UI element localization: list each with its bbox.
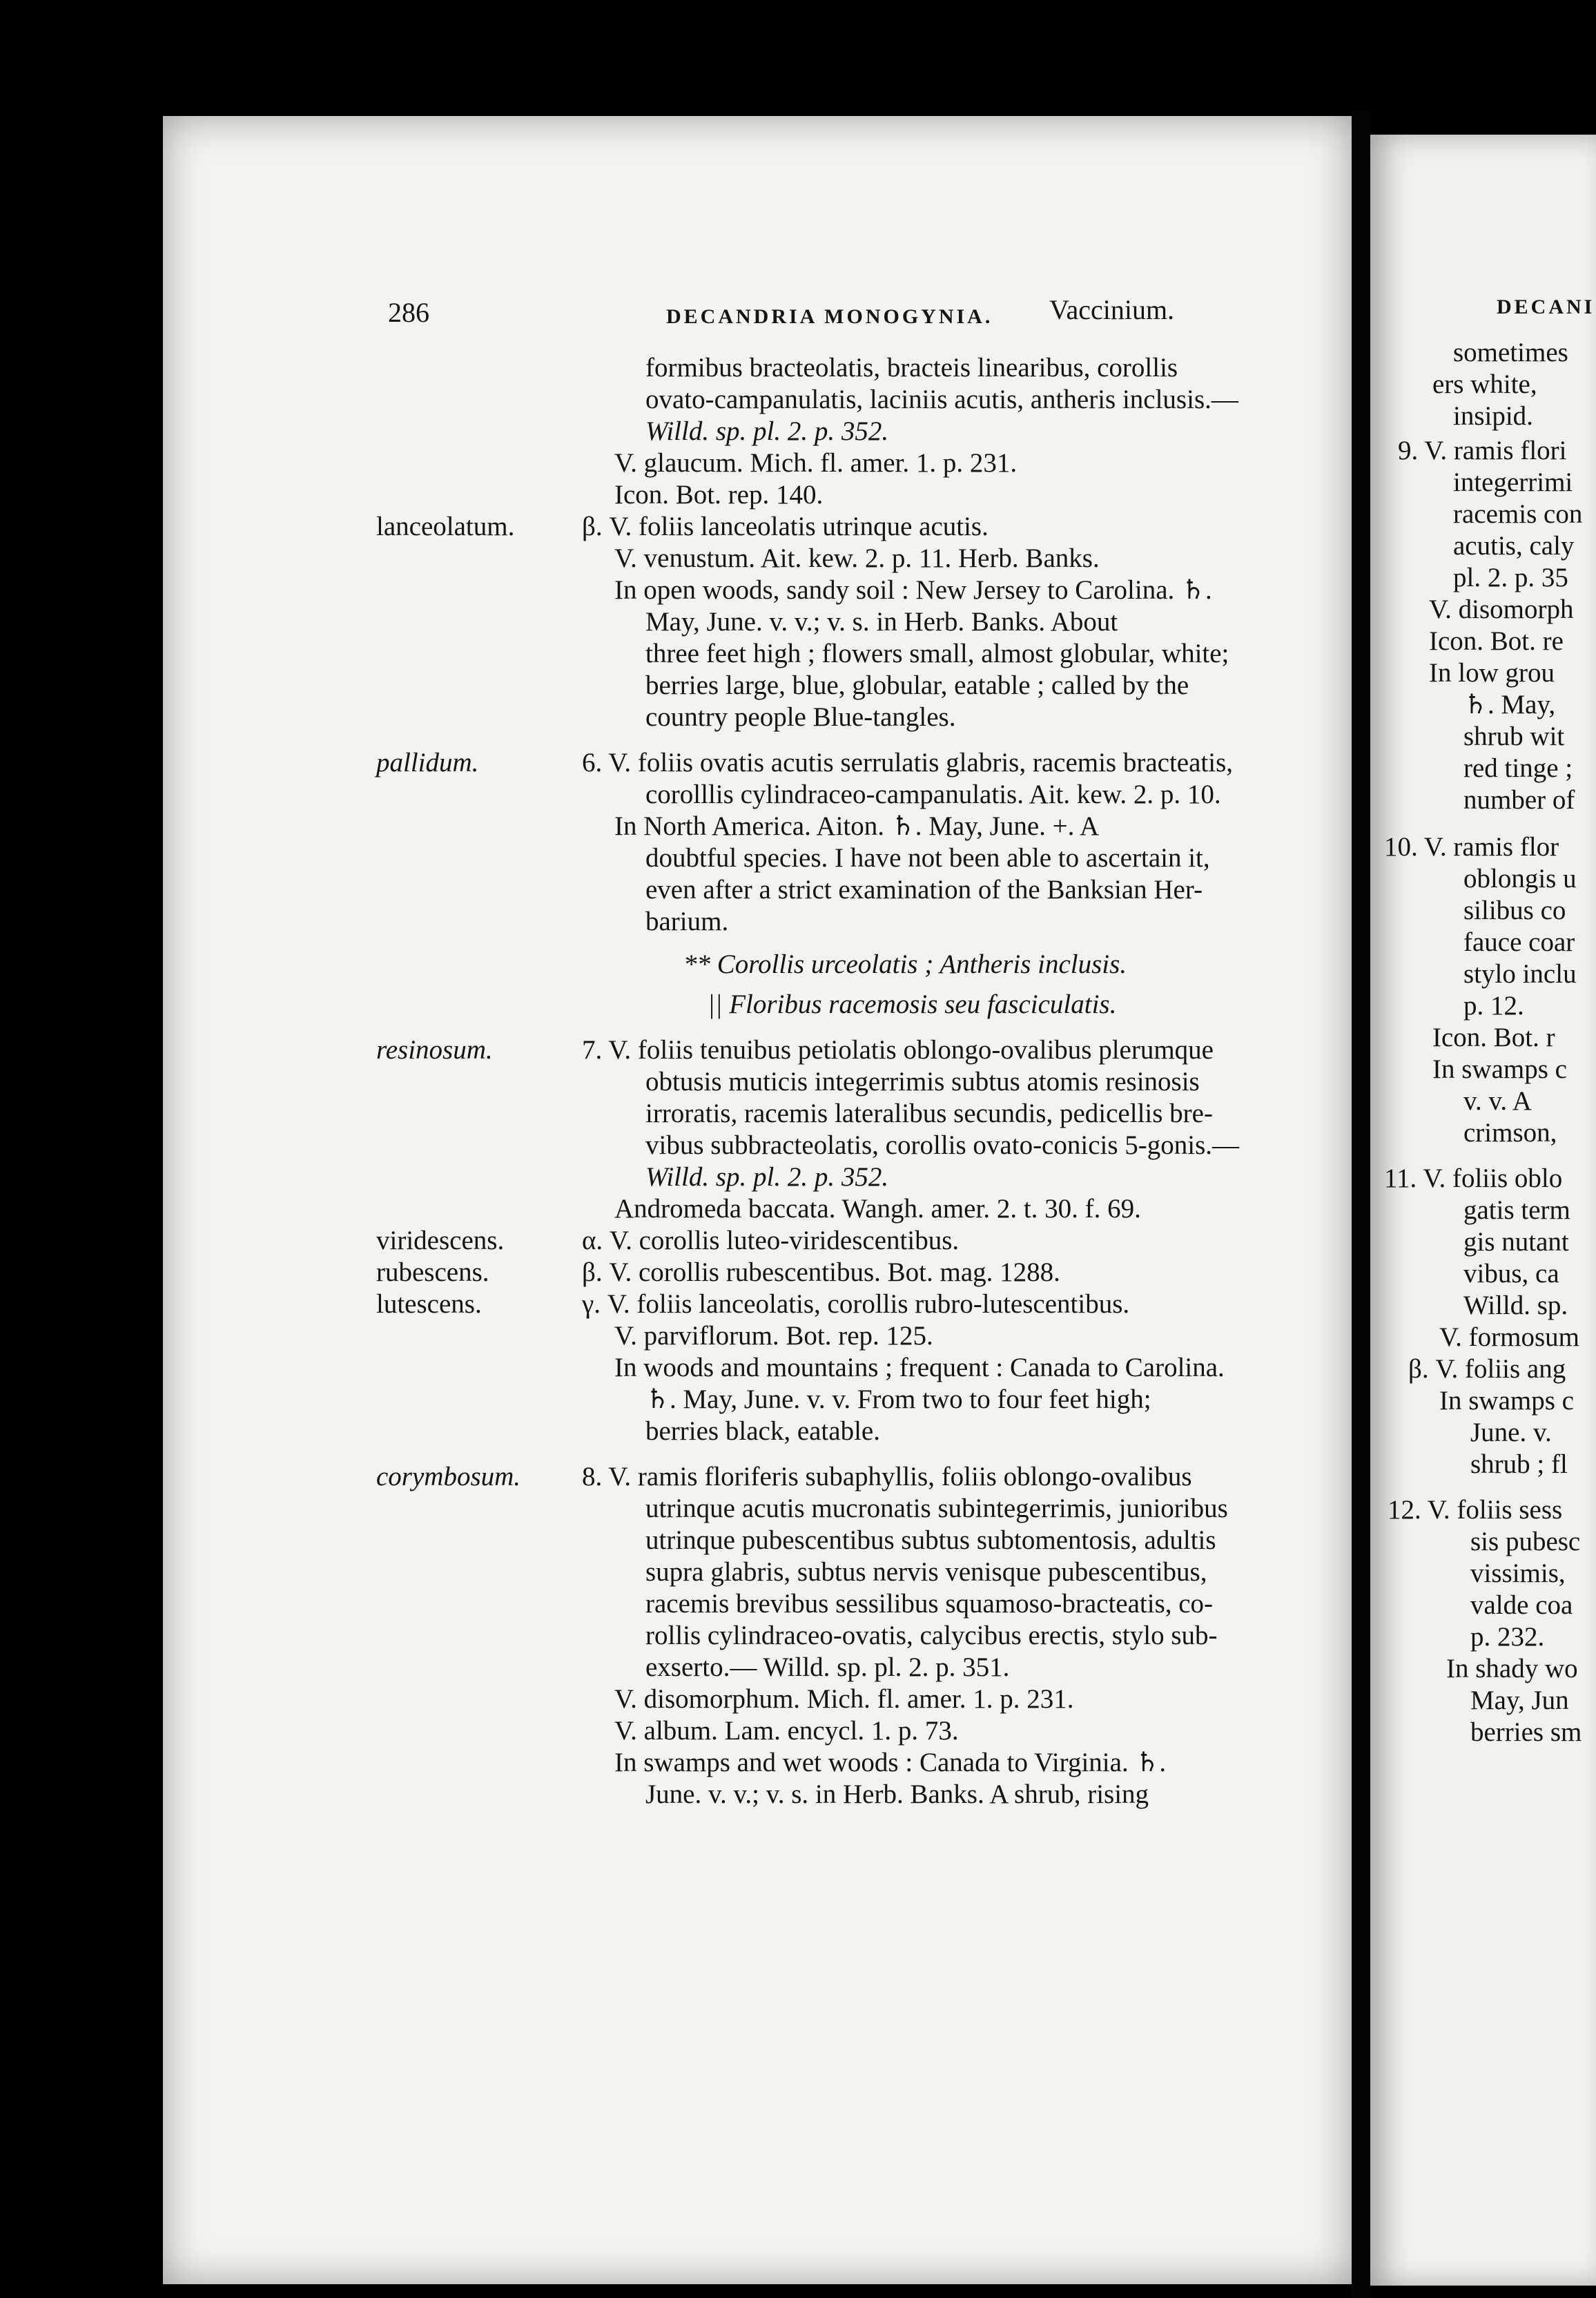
right-page-text-line: stylo inclu <box>1463 959 1577 989</box>
running-genus: Vaccinium. <box>1049 294 1175 325</box>
right-page-text-line: In low grou <box>1429 658 1555 688</box>
left-page-text-line: lutescens. <box>376 1289 482 1319</box>
right-page-text-line: pl. 2. p. 35 <box>1453 563 1568 592</box>
left-page-text-line: rubescens. <box>376 1257 489 1287</box>
left-page-text-line: vibus subbracteolatis, corollis ovato-conicis 5-gonis.— <box>645 1130 1240 1160</box>
right-page-text-line: β. V. foliis ang <box>1408 1354 1566 1384</box>
left-page-text-line: even after a strict examination of the Banksian Her- <box>645 875 1203 905</box>
right-page-text-line: In swamps c <box>1439 1386 1574 1416</box>
left-page-text-line: In open woods, sandy soil : New Jersey to Carolina. ♄. <box>614 575 1212 605</box>
left-page-text-line: viridescens. <box>376 1226 505 1255</box>
left-page-text-line: V. disomorphum. Mich. fl. amer. 1. p. 231. <box>614 1684 1074 1714</box>
left-page-text-line: α. V. corollis luteo-viridescentibus. <box>582 1226 960 1255</box>
left-page-text-line: || Floribus racemosis seu fasciculatis. <box>708 989 1117 1019</box>
left-page-text-line: May, June. v. v.; v. s. in Herb. Banks. About <box>645 607 1118 637</box>
right-page-text-line: ♄. May, <box>1463 690 1556 720</box>
left-page-text-line: β. V. foliis lanceolatis utrinque acutis. <box>582 512 989 541</box>
right-page-text-line: vissimis, <box>1470 1558 1566 1588</box>
left-page-text-line: racemis brevibus sessilibus squamoso-bracteatis, co- <box>645 1589 1214 1619</box>
left-page-text-line: ovato-campanulatis, laciniis acutis, antheris inclusis.— <box>645 385 1238 414</box>
left-page-text-line: pallidum. <box>376 748 479 778</box>
left-page-text-line: obtusis muticis integerrimis subtus atomis resinosis <box>645 1067 1200 1097</box>
left-page-text-line: resinosum. <box>376 1035 493 1065</box>
right-page-text-line: In swamps c <box>1432 1054 1567 1084</box>
right-page-text-line: red tinge ; <box>1463 753 1573 783</box>
left-page-text-line: rollis cylindraceo-ovatis, calycibus erectis, stylo sub- <box>645 1621 1218 1650</box>
right-page-text-line: berries sm <box>1470 1717 1582 1747</box>
right-page-text-line: Willd. sp. <box>1463 1291 1568 1320</box>
running-title: DECANDRIA MONOGYNIA. <box>666 305 993 328</box>
left-page-text-line: lanceolatum. <box>376 512 515 541</box>
left-page-text-line: Willd. sp. pl. 2. p. 352. <box>645 416 889 446</box>
left-page-text-line: supra glabris, subtus nervis venisque pubescentibus, <box>645 1557 1207 1587</box>
right-page-text-line: V. disomorph <box>1429 595 1574 624</box>
right-page-text-line: crimson, <box>1463 1118 1557 1148</box>
right-page-text-line: gatis term <box>1463 1195 1570 1225</box>
right-page-text-line: integerrimi <box>1453 467 1573 497</box>
page-number: 286 <box>388 297 429 328</box>
right-page-text-line: June. v. <box>1470 1418 1552 1447</box>
right-page-text-line: racemis con <box>1453 499 1583 529</box>
right-page-text-line: acutis, caly <box>1453 531 1575 561</box>
left-page-text-line: V. glaucum. Mich. fl. amer. 1. p. 231. <box>614 448 1018 478</box>
right-page-text-line: 10. V. ramis flor <box>1384 832 1559 862</box>
left-page-text-line: utrinque acutis mucronatis subintegerrimis, junioribus <box>645 1494 1228 1523</box>
right-page-text-line: shrub wit <box>1463 722 1565 751</box>
left-page-text-line: 8. V. ramis floriferis subaphyllis, foliis oblongo-ovalibus <box>582 1462 1192 1491</box>
right-page-text-line: In shady wo <box>1446 1654 1578 1683</box>
right-page-text-line: V. formosum <box>1439 1322 1579 1352</box>
left-page-text-line: In swamps and wet woods : Canada to Virginia. ♄. <box>614 1748 1167 1777</box>
right-page-text-line: silibus co <box>1463 896 1566 925</box>
left-page-text-line: three feet high ; flowers small, almost globular, white; <box>645 639 1229 668</box>
left-page-text-line: β. V. corollis rubescentibus. Bot. mag. 1288. <box>582 1257 1060 1287</box>
right-page-text-line: p. 232. <box>1470 1622 1545 1652</box>
right-page-text-line: v. v. A <box>1463 1086 1532 1116</box>
right-page-text-line: sometimes <box>1453 338 1568 367</box>
left-page-text-line: utrinque pubescentibus subtus subtomentosis, adultis <box>645 1525 1216 1555</box>
left-page-text-line: γ. V. foliis lanceolatis, corollis rubro-lutescentibus. <box>582 1289 1130 1319</box>
left-page-text-line: Willd. sp. pl. 2. p. 352. <box>645 1162 889 1192</box>
left-page-text-line: In North America. Aiton. ♄. May, June. +. A <box>614 811 1100 841</box>
right-page-text-line: Icon. Bot. r <box>1432 1023 1555 1052</box>
right-page-text-line: valde coa <box>1470 1590 1573 1620</box>
right-page-text-line: insipid. <box>1453 401 1533 431</box>
page-gutter <box>1352 110 1370 2298</box>
left-page-text-line: country people Blue-tangles. <box>645 702 956 732</box>
left-page-text-line: 6. V. foliis ovatis acutis serrulatis glabris, racemis bracteatis, <box>582 748 1234 778</box>
right-page-running-title: DECANI <box>1497 296 1595 318</box>
left-page-text-line: formibus bracteolatis, bracteis linearibus, corollis <box>645 353 1178 383</box>
right-page-text-line: shrub ; fl <box>1470 1449 1568 1479</box>
right-page-text-line: Icon. Bot. re <box>1429 626 1564 656</box>
left-page-text-line: ♄. May, June. v. v. From two to four feet high; <box>645 1384 1151 1414</box>
left-page-text-line: corymbosum. <box>376 1462 521 1491</box>
right-page-text-line: number of <box>1463 785 1575 815</box>
left-page-text-line: exserto.— Willd. sp. pl. 2. p. 351. <box>645 1652 1010 1682</box>
right-page-text-line: May, Jun <box>1470 1686 1569 1715</box>
left-page-text-line: In woods and mountains ; frequent : Canada to Carolina. <box>614 1353 1225 1382</box>
left-page-text-line: irroratis, racemis lateralibus secundis, pedicellis bre- <box>645 1099 1213 1128</box>
left-page-text-line: berries black, eatable. <box>645 1416 880 1446</box>
right-page-text-line: 11. V. foliis oblo <box>1384 1164 1563 1193</box>
right-page-text-line: fauce coar <box>1463 927 1575 957</box>
left-page-text-line: V. venustum. Ait. kew. 2. p. 11. Herb. Banks. <box>614 543 1100 573</box>
right-page-text-line: gis nutant <box>1463 1227 1569 1257</box>
left-page-text-line: V. album. Lam. encycl. 1. p. 73. <box>614 1716 959 1746</box>
left-page-text-line: corolllis cylindraceo-campanulatis. Ait. kew. 2. p. 10. <box>645 780 1221 809</box>
right-page-text-line: oblongis u <box>1463 864 1577 894</box>
right-page-text-line: ers white, <box>1432 369 1537 399</box>
right-page-text-line: vibus, ca <box>1463 1259 1559 1288</box>
left-page-text-line: barium. <box>645 907 729 936</box>
left-page-text-line: June. v. v.; v. s. in Herb. Banks. A shrub, rising <box>645 1779 1149 1809</box>
right-page-text-line: sis pubesc <box>1470 1527 1581 1556</box>
right-page-text-line: 12. V. foliis sess <box>1388 1495 1563 1525</box>
left-page-text-line: Icon. Bot. rep. 140. <box>614 480 824 510</box>
left-page-text-line: ** Corollis urceolatis ; Antheris inclusis. <box>683 949 1127 979</box>
left-page-text-line: Andromeda baccata. Wangh. amer. 2. t. 30. f. 69. <box>614 1194 1141 1224</box>
left-page-text-line: V. parviflorum. Bot. rep. 125. <box>614 1321 933 1351</box>
right-page-text-line: 9. V. ramis flori <box>1398 436 1567 465</box>
left-page-text-line: 7. V. foliis tenuibus petiolatis oblongo-ovalibus plerumque <box>582 1035 1214 1065</box>
left-page-text-line: berries large, blue, globular, eatable ; called by the <box>645 670 1189 700</box>
right-page-text-line: p. 12. <box>1463 991 1524 1021</box>
left-page-text-line: doubtful species. I have not been able to ascertain it, <box>645 843 1210 873</box>
